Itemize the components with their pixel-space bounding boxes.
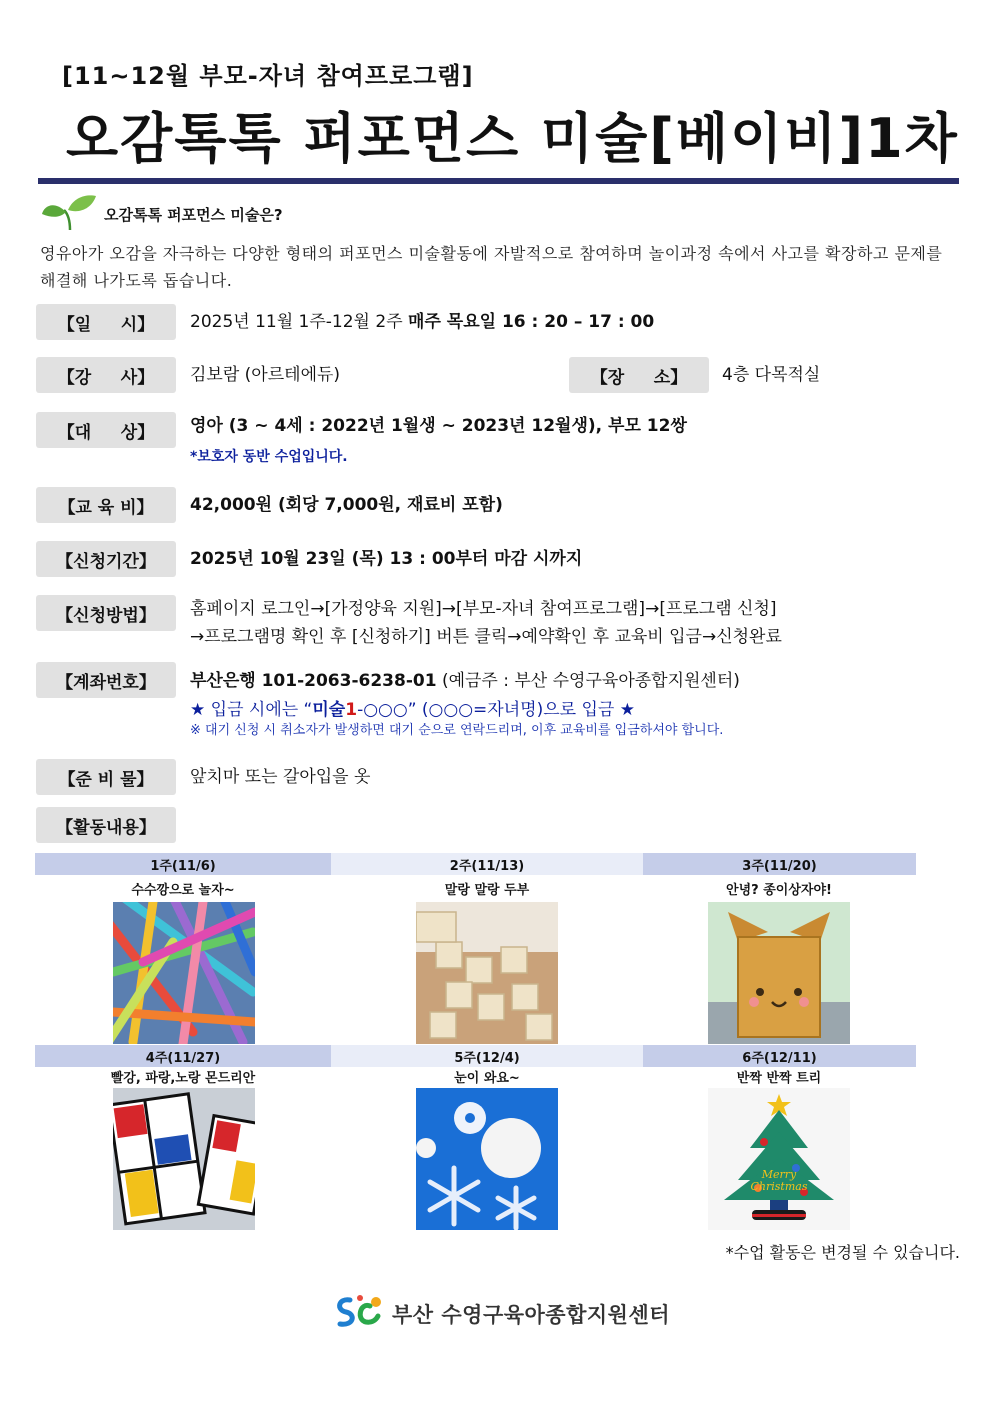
deposit-number: 1: [345, 700, 358, 720]
bank-account: 부산은행 101-2063-6238-01: [190, 671, 437, 691]
supplies-value: 앞치마 또는 갈아입을 옷: [190, 767, 371, 787]
title-divider: [38, 178, 959, 184]
method-line-1: 홈페이지 로그인→[가정양육 지원]→[부모-자녀 참여프로그램]→[프로그램 신청]: [190, 599, 777, 619]
tofu-cubes-image: [416, 902, 558, 1044]
intro-heading-text: 오감톡톡 퍼포먼스 미술은?: [104, 205, 283, 224]
account-holder: (예금주 : 부산 수영구육아종합지원센터): [436, 671, 740, 691]
schedule-dates: 2025년 11월 1주-12월 2주: [190, 312, 409, 332]
deposit-pre: ★ 입금 시에는 “: [190, 700, 313, 720]
week-5-header: 5주(12/4): [331, 1045, 643, 1067]
center-logo-icon: [332, 1292, 386, 1336]
place-value: 4층 다목적실: [722, 365, 821, 385]
schedule-change-note: *수업 활동은 변경될 수 있습니다.: [725, 1243, 960, 1262]
tree-text-merry: Merry: [761, 1168, 797, 1181]
account-value: [190, 668, 740, 694]
tree-text-christmas: Christmas: [750, 1180, 808, 1193]
week-3-title: 안녕? 종이상자야!: [726, 883, 832, 898]
page-title: 오감톡톡 퍼포먼스 미술[베이비]1차: [66, 107, 959, 170]
week-1-title: 수수깡으로 놀자~: [131, 883, 235, 898]
sprout-icon: [40, 192, 98, 236]
instructor-value: 김보람 (아르테에듀): [190, 365, 341, 385]
period-label: 【신청기간】: [36, 541, 176, 577]
week-2-title: 말랑 말랑 두부: [444, 883, 530, 898]
waitlist-note: ※ 대기 신청 시 취소자가 발생하면 대기 순으로 연락드리며, 이후 교육비를 입금하셔야 합니다.: [190, 723, 724, 738]
center-logo: [332, 1292, 670, 1336]
cardboard-box-image: [708, 902, 850, 1044]
week-2-header: 2주(11/13): [331, 853, 643, 875]
guardian-note: *보호자 동반 수업입니다.: [190, 449, 348, 465]
account-label: 【계좌번호】: [36, 662, 176, 698]
schedule-value: [190, 309, 654, 335]
week-6-title: 반짝 반짝 트리: [736, 1071, 822, 1086]
instructor-label: 【강 사】: [36, 357, 176, 393]
fee-label: 【교 육 비】: [36, 487, 176, 523]
place-label: 【장 소】: [569, 357, 709, 393]
target-label: 【대 상】: [36, 412, 176, 448]
week-1-header: 1주(11/6): [35, 853, 331, 875]
target-value: 영아 (3 ~ 4세 : 2022년 1월생 ~ 2023년 12월생), 부모 12쌍: [190, 416, 687, 436]
week-5-title: 눈이 와요~: [454, 1071, 520, 1086]
method-label: 【신청방법】: [36, 595, 176, 631]
intro-heading: [40, 194, 283, 234]
schedule-time: 매주 목요일 16 : 20 – 17 : 00: [408, 312, 655, 332]
center-name: 부산 수영구육아종합지원센터: [392, 1303, 671, 1327]
week-4-title: 빨강, 파랑,노랑 몬드리안: [110, 1071, 256, 1086]
supplies-label: 【준 비 물】: [36, 759, 176, 795]
activities-label: 【활동내용】: [36, 807, 176, 843]
christmas-tree-image: [708, 1088, 850, 1230]
colored-straws-image: [113, 902, 255, 1044]
deposit-post: -○○○” (○○○=자녀명)으로 입금 ★: [357, 700, 635, 720]
week-3-header: 3주(11/20): [643, 853, 916, 875]
program-subtitle: [11~12월 부모-자녀 참여프로그램]: [62, 62, 474, 90]
schedule-label: 【일 시】: [36, 304, 176, 340]
period-value: 2025년 10월 23일 (목) 13 : 00부터 마감 시까지: [190, 549, 583, 569]
deposit-keyword: 미술: [312, 700, 346, 720]
intro-description: 영유아가 오감을 자극하는 다양한 형태의 퍼포먼스 미술활동에 자발적으로 참여하며 놀이과정 속에서 사고를 확장하고 문제를 해결해 나가도록 돕습니다.: [40, 244, 943, 290]
week-6-header: 6주(12/11): [643, 1045, 916, 1067]
method-line-2: →프로그램명 확인 후 [신청하기] 버튼 클릭→예약확인 후 교육비 입금→신청완료: [190, 627, 782, 647]
week-4-header: 4주(11/27): [35, 1045, 331, 1067]
fee-value: 42,000원 (회당 7,000원, 재료비 포함): [190, 495, 503, 515]
snowflakes-image: [416, 1088, 558, 1230]
mondrian-art-image: [113, 1088, 255, 1230]
